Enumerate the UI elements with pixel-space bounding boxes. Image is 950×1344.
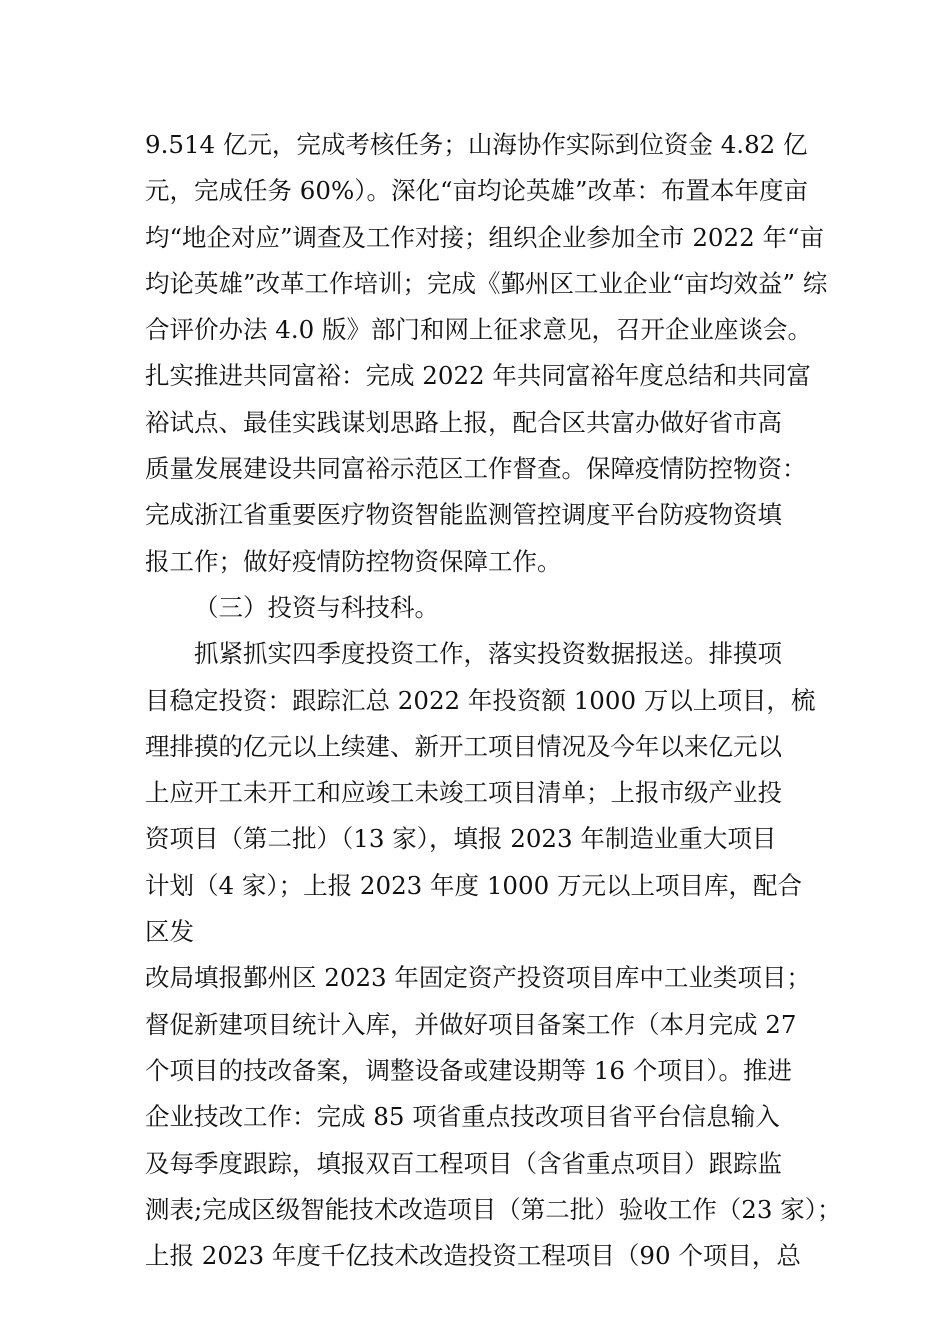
section-heading: （三）投资与科技科。 bbox=[194, 592, 439, 622]
paragraph-start-line: 抓紧抓实四季度投资工作，落实投资数据报送。排摸项 bbox=[194, 639, 782, 669]
text-line: 理排摸的亿元以上续建、新开工项目情况及今年以来亿元以 bbox=[145, 731, 782, 761]
text-line: 元，完成任务 60%）。深化“亩均论英雄”改革：布置本年度亩 bbox=[145, 176, 809, 206]
text-line: 上报 2023 年度千亿技术改造投资工程项目（90 个项目，总 bbox=[145, 1241, 801, 1271]
text-line: 改局填报鄞州区 2023 年固定资产投资项目库中工业类项目； bbox=[145, 963, 811, 993]
text-line: 目稳定投资：跟踪汇总 2022 年投资额 1000 万以上项目，梳 bbox=[145, 685, 816, 715]
text-line: 完成浙江省重要医疗物资智能监测管控调度平台防疫物资填 bbox=[145, 500, 782, 530]
text-line: 计划（4 家）；上报 2023 年度 1000 万元以上项目库，配合 bbox=[145, 870, 802, 900]
text-line: 上应开工未开工和应竣工未竣工项目清单；上报市级产业投 bbox=[145, 778, 782, 808]
text-line: 区发 bbox=[145, 917, 194, 947]
text-line: 9.514 亿元，完成考核任务；山海协作实际到位资金 4.82 亿 bbox=[145, 130, 808, 159]
body-text bbox=[145, 122, 845, 1279]
text-line: 测表;完成区级智能技术改造项目（第二批）验收工作（23 家）； bbox=[145, 1194, 842, 1224]
text-line: 质量发展建设共同富裕示范区工作督查。保障疫情防控物资： bbox=[145, 454, 807, 484]
text-line: 督促新建项目统计入库，并做好项目备案工作（本月完成 27 bbox=[145, 1009, 797, 1039]
text-line: 报工作；做好疫情防控物资保障工作。 bbox=[145, 546, 562, 576]
text-line: 合评价办法 4.0 版》部门和网上征求意见，召开企业座谈会。 bbox=[145, 315, 813, 345]
text-line: 均“地企对应”调查及工作对接；组织企业参加全市 2022 年“亩 bbox=[145, 222, 824, 252]
text-line: 资项目（第二批）（13 家），填报 2023 年制造业重大项目 bbox=[145, 824, 777, 854]
text-line: 均论英雄”改革工作培训；完成《鄞州区工业企业“亩均效益” 综 bbox=[145, 268, 828, 298]
text-line: 及每季度跟踪，填报双百工程项目（含省重点项目）跟踪监 bbox=[145, 1148, 782, 1178]
text-line: 企业技改工作：完成 85 项省重点技改项目省平台信息输入 bbox=[145, 1102, 780, 1132]
text-line: 裕试点、最佳实践谋划思路上报，配合区共富办做好省市高 bbox=[145, 407, 782, 437]
text-line: 扎实推进共同富裕：完成 2022 年共同富裕年度总结和共同富 bbox=[145, 361, 811, 391]
text-line: 个项目的技改备案，调整设备或建设期等 16 个项目）。推进 bbox=[145, 1055, 792, 1085]
